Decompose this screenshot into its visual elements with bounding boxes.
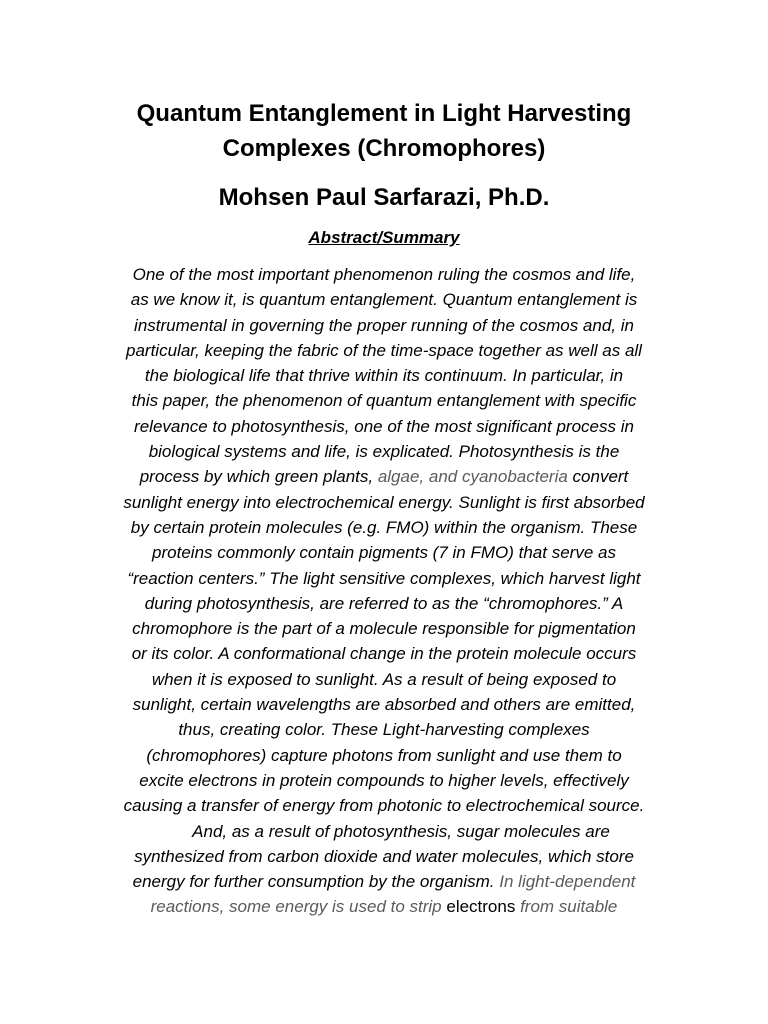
abstract-line: excite electrons in protein compounds to higher levels, effectively [139, 770, 629, 790]
abstract-line: synthesized from carbon dioxide and water molecules, which store [134, 846, 634, 866]
abstract-line: as we know it, is quantum entanglement. Quantum entanglement is [130, 290, 638, 310]
abstract-heading: Abstract/Summary [308, 228, 460, 247]
abstract-line: sunlight energy into electrochemical energy. Sunlight is first absorbed [123, 492, 645, 512]
abstract-text: energy for further consumption by the organism. [132, 872, 500, 892]
abstract-line: during photosynthesis, are referred to as the “chromophores.” A [144, 593, 624, 613]
abstract-line: One of the most important phenomenon ruling the cosmos and life, [132, 265, 636, 284]
abstract-line: sunlight, certain wavelengths are absorbed and others are emitted, [132, 695, 636, 715]
abstract-line [60, 869, 708, 894]
abstract-body [60, 262, 708, 920]
title-line-1: Quantum Entanglement in Light Harvesting [136, 100, 632, 127]
abstract-text: convert [567, 467, 629, 487]
abstract-line: when it is exposed to sunlight. As a result of being exposed to [151, 669, 617, 689]
abstract-text-muted: In light-dependent [499, 872, 636, 892]
title-line-2: Complexes (Chromophores) [222, 135, 546, 162]
abstract-line: proteins commonly contain pigments (7 in FMO) that serve as [152, 543, 616, 563]
author-name: Mohsen Paul Sarfarazi, Ph.D. [218, 184, 550, 211]
abstract-line: particular, keeping the fabric of the time-space together as well as all [126, 340, 642, 360]
abstract-line: “reaction centers.” The light sensitive complexes, which harvest light [127, 568, 641, 588]
abstract-line: chromophore is the part of a molecule responsible for pigmentation [132, 619, 636, 639]
abstract-text: process by which green plants, [139, 467, 378, 487]
abstract-text-muted: algae, and cyanobacteria [377, 467, 568, 487]
abstract-line: biological systems and life, is explicated. Photosynthesis is the [148, 442, 620, 462]
abstract-line: relevance to photosynthesis, one of the most significant process in [134, 416, 634, 436]
abstract-line: the biological life that thrive within its continuum. In particular, in [144, 366, 624, 386]
abstract-line: instrumental in governing the proper running of the cosmos and, in [134, 315, 634, 335]
abstract-text-muted: reactions, some energy is used to strip [150, 897, 447, 917]
abstract-line: by certain protein molecules (e.g. FMO) within the organism. These [130, 517, 638, 537]
abstract-line [60, 894, 708, 919]
abstract-text-emphasis: electrons [446, 897, 516, 917]
abstract-line: thus, creating color. These Light-harvesting complexes [178, 720, 590, 740]
abstract-line: (chromophores) capture photons from sunlight and use them to [146, 745, 622, 765]
abstract-line [60, 464, 708, 489]
paper-title [60, 96, 708, 166]
abstract-line: And, as a result of photosynthesis, sugar molecules are [192, 821, 610, 841]
abstract-line: or its color. A conformational change in the protein molecule occurs [131, 644, 637, 664]
abstract-line: this paper, the phenomenon of quantum entanglement with specific [131, 391, 637, 411]
abstract-line: causing a transfer of energy from photonic to electrochemical source. [123, 796, 645, 816]
abstract-text-muted: from suitable [515, 897, 618, 917]
